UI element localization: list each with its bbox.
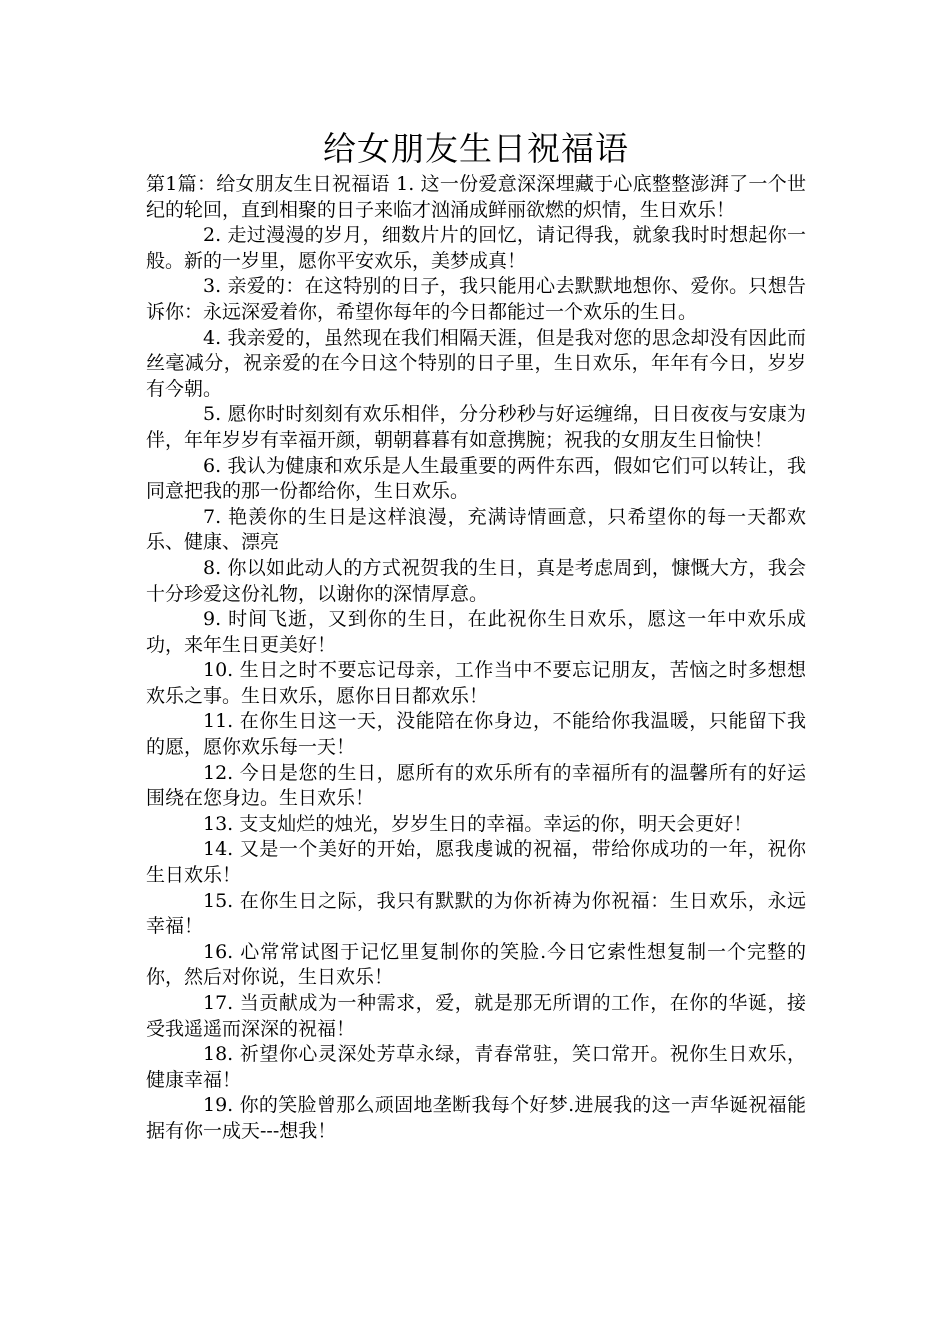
wish-item-5: 5. 愿你时时刻刻有欢乐相伴，分分秒秒与好运缠绵，日日夜夜与安康为伴，年年岁岁有幸福开颜，朝朝暮暮有如意携腕；祝我的女朋友生日愉快！ — [146, 403, 806, 451]
wish-item-2: 2. 走过漫漫的岁月，细数片片的回忆，请记得我，就象我时时想起你一般。新的一岁里，愿你平安欢乐，美梦成真！ — [146, 224, 806, 272]
wish-item-19: 19. 你的笑脸曾那么顽固地垄断我每个好梦.进展我的这一声华诞祝福能据有你一成天---想我！ — [146, 1094, 806, 1142]
wish-item-16: 16. 心常常试图于记忆里复制你的笑脸.今日它索性想复制一个完整的你，然后对你说，生日欢乐！ — [146, 940, 806, 989]
wish-item-11: 11. 在你生日这一天，没能陪在你身边，不能给你我温暖，只能留下我的愿，愿你欢乐每一天！ — [146, 710, 806, 759]
wish-item-7: 7. 艳羡你的生日是这样浪漫，充满诗情画意，只希望你的每一天都欢乐、健康、漂亮 — [146, 505, 806, 554]
document-title: 给女朋友生日祝福语 — [323, 129, 629, 168]
wish-item-18: 18. 祈望你心灵深处芳草永绿，青春常驻，笑口常开。祝你生日欢乐，健康幸福！ — [146, 1043, 806, 1091]
wish-item-8: 8. 你以如此动人的方式祝贺我的生日，真是考虑周到，慷慨大方，我会十分珍爱这份礼物，以谢你的深情厚意。 — [146, 556, 806, 605]
document-page — [146, 128, 806, 1145]
wish-item-10: 10. 生日之时不要忘记母亲，工作当中不要忘记朋友，苦恼之时多想想欢乐之事。生日欢乐，愿你日日都欢乐！ — [146, 659, 806, 707]
wish-item-9: 9. 时间飞逝，又到你的生日，在此祝你生日欢乐，愿这一年中欢乐成功，来年生日更美好！ — [146, 608, 806, 656]
wish-item-17: 17. 当贡献成为一种需求，爱，就是那无所谓的工作，在你的华诞，接受我遥遥而深深的祝福！ — [146, 992, 806, 1040]
wish-item-15: 15. 在你生日之际，我只有默默的为你祈祷为你祝福：生日欢乐，永远幸福！ — [146, 889, 806, 938]
wish-item-6: 6. 我认为健康和欢乐是人生最重要的两件东西，假如它们可以转让，我同意把我的那一份都给你，生日欢乐。 — [146, 454, 806, 503]
wish-item-3: 3. 亲爱的：在这特别的日子，我只能用心去默默地想你、爱你。只想告诉你：永远深爱着你，希望你每年的今日都能过一个欢乐的生日。 — [146, 275, 806, 323]
wish-item-14: 14. 又是一个美好的开始，愿我虔诚的祝福，带给你成功的一年，祝你生日欢乐！ — [146, 838, 806, 887]
wish-item-12: 12. 今日是您的生日，愿所有的欢乐所有的幸福所有的温馨所有的好运围绕在您身边。生日欢乐！ — [146, 761, 806, 810]
first-paragraph: 第1篇：给女朋友生日祝福语 1. 这一份爱意深深埋藏于心底整整澎湃了一个世纪的轮回，直到相聚的日子来临才汹涌成鲜丽欲燃的炽情，生日欢乐！ — [146, 173, 806, 221]
wish-item-4: 4. 我亲爱的，虽然现在我们相隔天涯，但是我对您的思念却没有因此而丝毫减分，祝亲爱的在今日这个特别的日子里，生日欢乐，年年有今日，岁岁有今朝。 — [146, 326, 806, 400]
wish-item-13: 13. 支支灿烂的烛光，岁岁生日的幸福。幸运的你，明天会更好！ — [203, 812, 753, 835]
